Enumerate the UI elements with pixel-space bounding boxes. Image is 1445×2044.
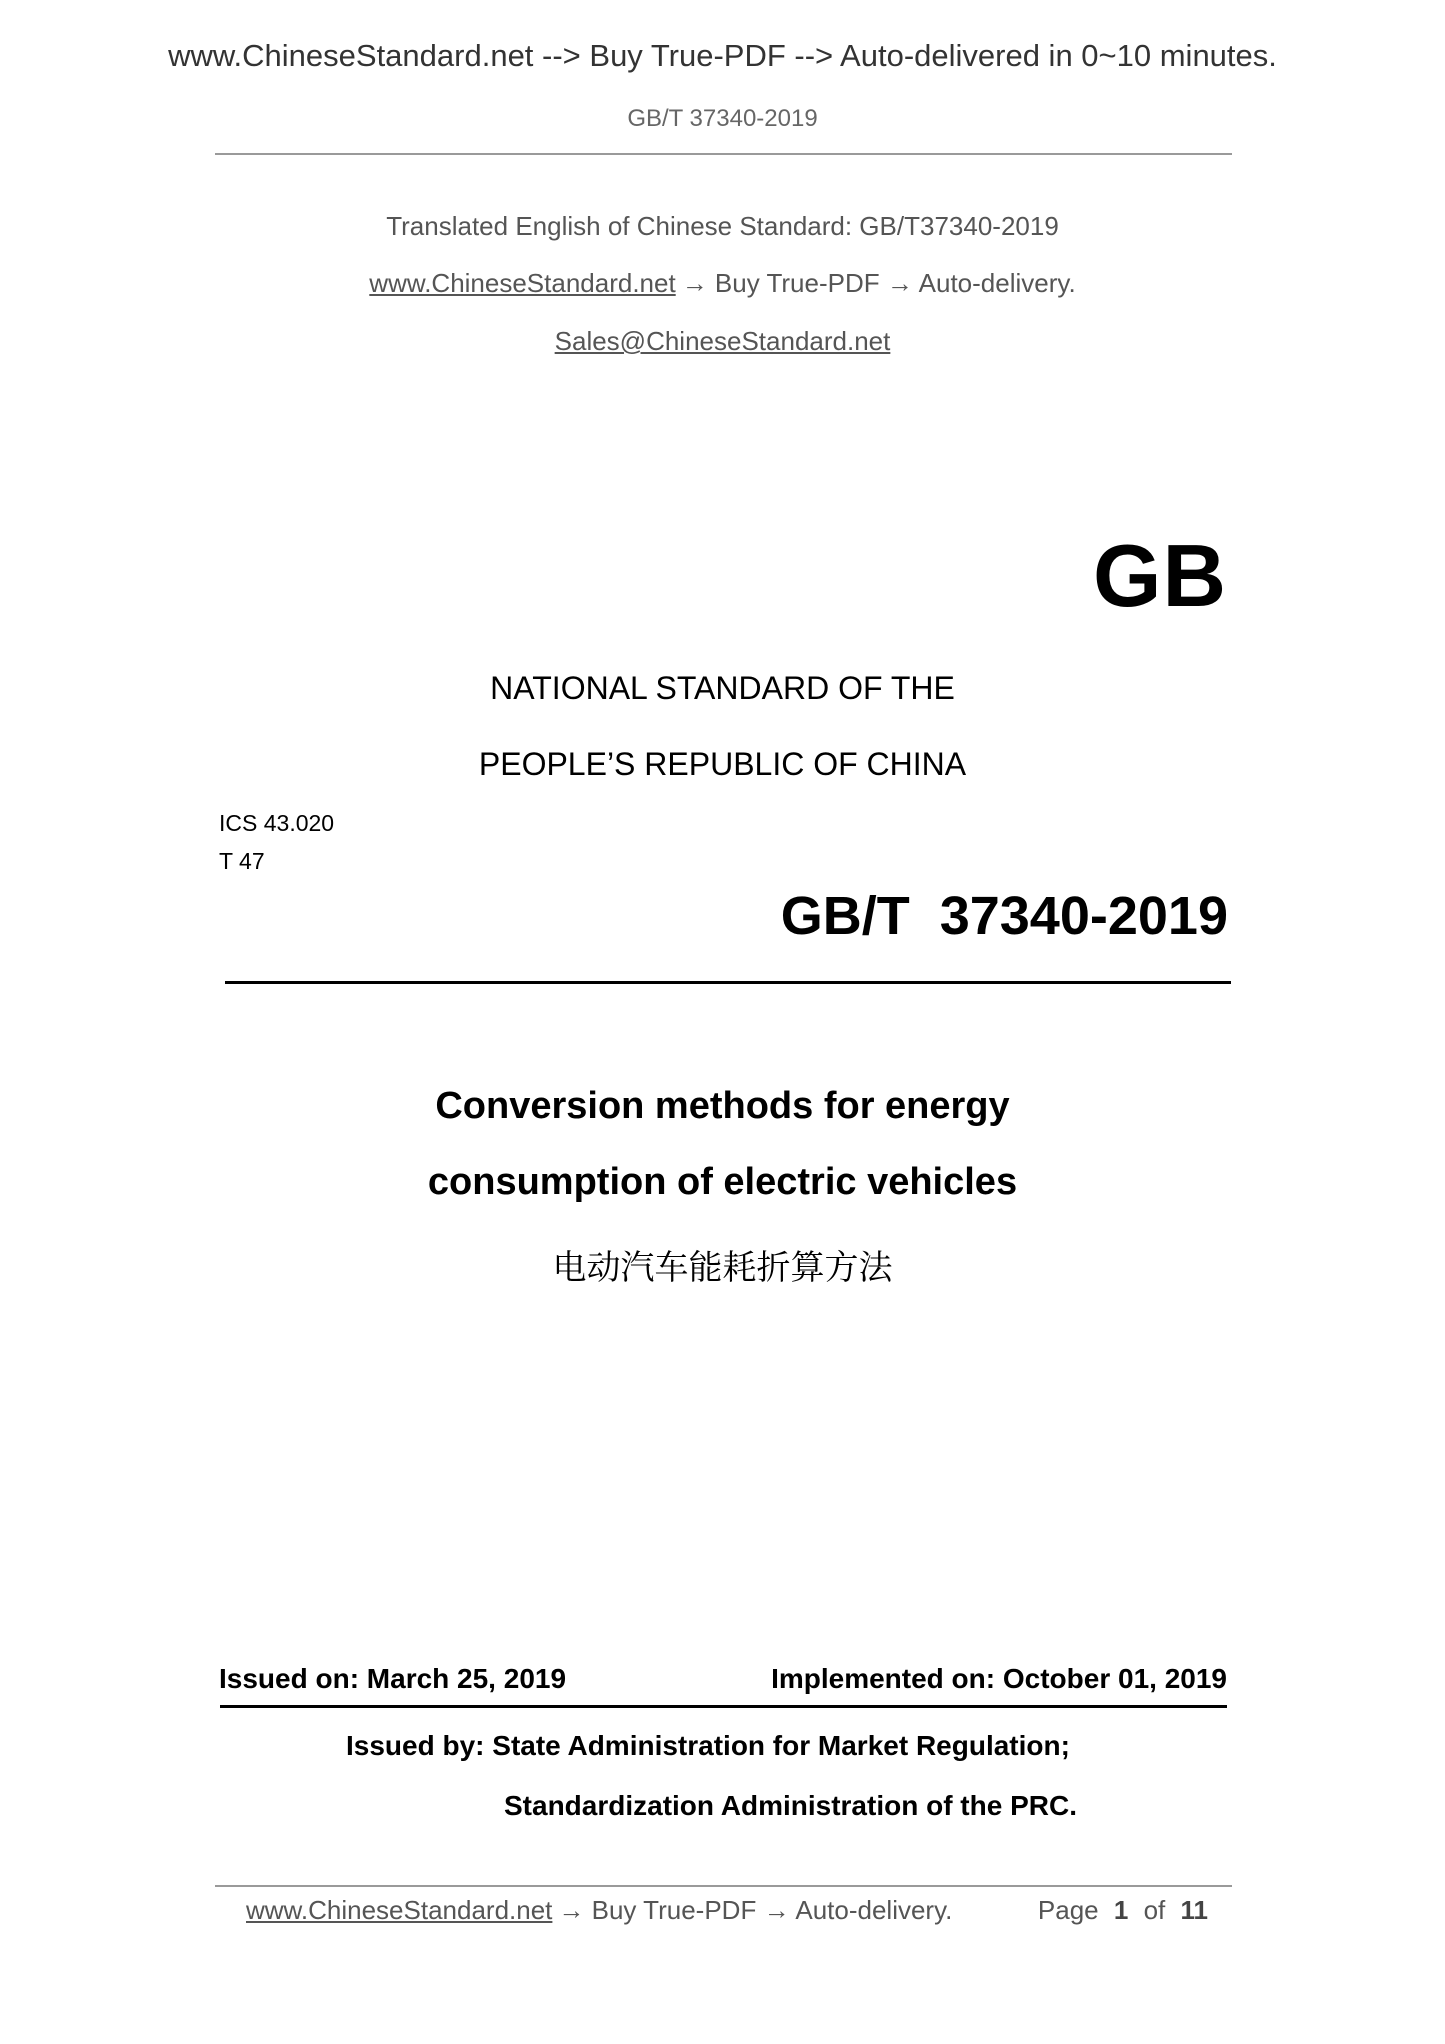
ics-code: ICS 43.020 — [219, 810, 335, 836]
sales-email-link[interactable]: Sales@ChineseStandard.net — [554, 326, 891, 356]
standard-number-rule — [225, 981, 1231, 984]
header-divider — [215, 153, 1232, 155]
arrow-right-icon: → — [681, 268, 708, 298]
page-current: 1 — [1113, 1895, 1129, 1925]
footer-site-link[interactable]: www.ChineseStandard.net — [246, 1895, 553, 1925]
dates-rule — [220, 1705, 1227, 1708]
page-label: Page — [1037, 1895, 1099, 1925]
footer-divider — [215, 1885, 1232, 1887]
footer-site-line — [246, 1895, 952, 1926]
issued-by-line2: Standardization Administration of the PRC. — [504, 1790, 1077, 1821]
running-header-doc-id: GB/T 37340-2019 — [627, 105, 818, 132]
buy-true-pdf-text: Buy True-PDF — [584, 1895, 764, 1925]
page-total: 11 — [1180, 1895, 1208, 1925]
page-indicator — [1038, 1895, 1208, 1926]
auto-delivery-text: Auto-delivery. — [912, 268, 1076, 298]
top-banner: www.ChineseStandard.net --> Buy True-PDF --> Auto-delivered in 0~10 minutes. — [168, 38, 1277, 73]
of-label: of — [1143, 1895, 1166, 1925]
arrow-right-icon: → — [763, 1895, 790, 1925]
site-link[interactable]: www.ChineseStandard.net — [369, 268, 676, 298]
arrow-right-icon: → — [558, 1895, 585, 1925]
issued-by-line1: Issued by: State Administration for Market Regulation; — [346, 1730, 1070, 1761]
intro-email-line — [0, 326, 1445, 357]
buy-true-pdf-text: Buy True-PDF — [707, 268, 887, 298]
national-standard-line1: NATIONAL STANDARD OF THE — [490, 670, 955, 706]
auto-delivery-text: Auto-delivery. — [789, 1895, 953, 1925]
national-standard-line2: PEOPLE’S REPUBLIC OF CHINA — [478, 746, 967, 782]
implemented-on-date: Implemented on: October 01, 2019 — [771, 1663, 1227, 1694]
title-en-line2: consumption of electric vehicles — [427, 1161, 1018, 1203]
standard-number: GB/T 37340-2019 — [780, 886, 1228, 946]
title-zh: 电动汽车能耗折算方法 — [552, 1248, 893, 1288]
title-en-line1: Conversion methods for energy — [435, 1085, 1010, 1127]
intro-site-line — [0, 268, 1445, 299]
arrow-right-icon: → — [886, 268, 913, 298]
ccs-code: T 47 — [219, 848, 265, 874]
issued-on-date: Issued on: March 25, 2019 — [219, 1663, 567, 1694]
gb-logo: GB — [1093, 526, 1227, 625]
translated-line: Translated English of Chinese Standard: GB/T37340-2019 — [386, 211, 1059, 241]
